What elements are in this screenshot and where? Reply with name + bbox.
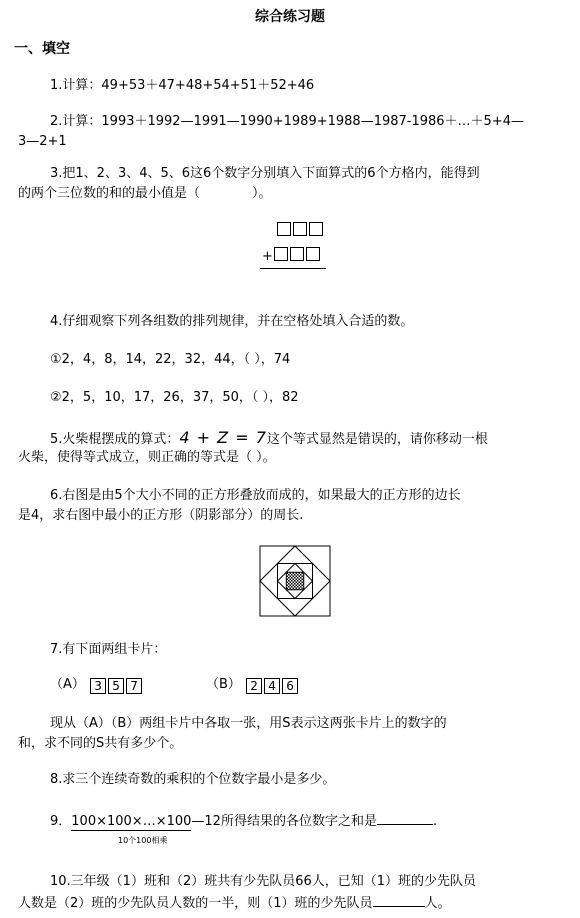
- question-2-line-2: 3—2+1: [18, 134, 67, 149]
- sum-line: [260, 268, 326, 269]
- q5-prefix: 5.火柴棍摆成的算式：: [50, 432, 180, 447]
- q9-underbrace-label: 10个100相乘: [118, 836, 168, 845]
- card-group-a-label: （A）: [50, 677, 85, 692]
- card-group-a: [50, 676, 143, 694]
- q9-tail: —12所得结果的各位数字之和是: [191, 814, 377, 829]
- matchstick-equation: 4 + Z = 7: [179, 428, 267, 447]
- addend-bottom-row: [262, 247, 321, 266]
- shaded-smallest-square: [286, 572, 304, 590]
- card: 4: [264, 678, 280, 694]
- addend-top-boxes: [276, 222, 324, 241]
- digit-box: [293, 222, 307, 236]
- question-2-line-1: 2.计算：1993＋1992—1991—1990+1989+1988—1987-1986＋…＋5+4—: [50, 114, 524, 129]
- q10-line2-end: 人。: [424, 896, 451, 911]
- digit-box: [277, 222, 291, 236]
- q10-line2-start: 人数是（2）班的少先队员人数的一半，则（1）班的少先队员: [18, 896, 373, 911]
- question-4: 4.仔细观察下列各组数的排列规律，并在空格处填入合适的数。: [50, 314, 414, 329]
- card-group-b-label: （B）: [206, 677, 241, 692]
- question-8: 8.求三个连续奇数的乘积的个位数字最小是多少。: [50, 772, 336, 787]
- card: 5: [108, 678, 124, 694]
- question-5-line-1: [18, 428, 566, 450]
- question-5-line-2: 火柴，使得等式成立，则正确的等式是（ ）。: [18, 450, 276, 465]
- card: 7: [126, 678, 142, 694]
- digit-box: [306, 247, 320, 261]
- digit-box: [274, 247, 288, 261]
- card-group-b: [206, 676, 299, 694]
- card: 3: [90, 678, 106, 694]
- question-7-line-1: 现从（A）（B）两组卡片中各取一张，用S表示这两张卡片上的数字的: [50, 716, 447, 731]
- sequence-1: ①2，4，8，14，22，32，44，（ ），74: [50, 352, 291, 367]
- question-10-line-2: [18, 892, 566, 914]
- answer-blank: [377, 810, 433, 825]
- digit-box: [290, 247, 304, 261]
- question-3-line-1: 3.把1、2、3、4、5、6这6个数字分别填入下面算式的6个方格内，能得到: [50, 166, 480, 181]
- question-6-line-2: 是4，求右图中最小的正方形（阴影部分）的周长.: [18, 508, 304, 523]
- page-title: 综合练习题: [255, 9, 325, 25]
- plus-sign: +: [262, 249, 273, 264]
- question-1: 1.计算：49+53＋47+48+54+51＋52+46: [50, 78, 315, 93]
- question-9: [50, 810, 437, 831]
- card: 2: [246, 678, 262, 694]
- question-6-line-1: 6.右图是由5个大小不同的正方形叠放而成的，如果最大的正方形的边长: [50, 488, 461, 503]
- section-heading: 一、填空: [14, 41, 70, 57]
- card: 6: [282, 678, 298, 694]
- question-7-line-2: 和，求不同的S共有多少个。: [18, 736, 183, 751]
- q9-number: 9．: [50, 814, 72, 829]
- question-10-line-1: 10.三年级（1）班和（2）班共有少先队员66人，已知（1）班的少先队员: [50, 874, 477, 889]
- question-7: 7.有下面两组卡片：: [50, 642, 167, 657]
- answer-blank: [373, 892, 425, 907]
- q9-end: .: [432, 814, 438, 829]
- q9-expression: 100×100×…×100: [71, 814, 192, 829]
- sequence-2: ②2，5，10，17，26，37，50，（ ），82: [50, 390, 299, 405]
- digit-box: [309, 222, 323, 236]
- q5-suffix: 这个等式显然是错误的，请你移动一根: [266, 432, 488, 447]
- nested-squares-figure: [258, 544, 332, 618]
- question-3-line-2: 的两个三位数的和的最小值是（ ）。: [18, 186, 272, 201]
